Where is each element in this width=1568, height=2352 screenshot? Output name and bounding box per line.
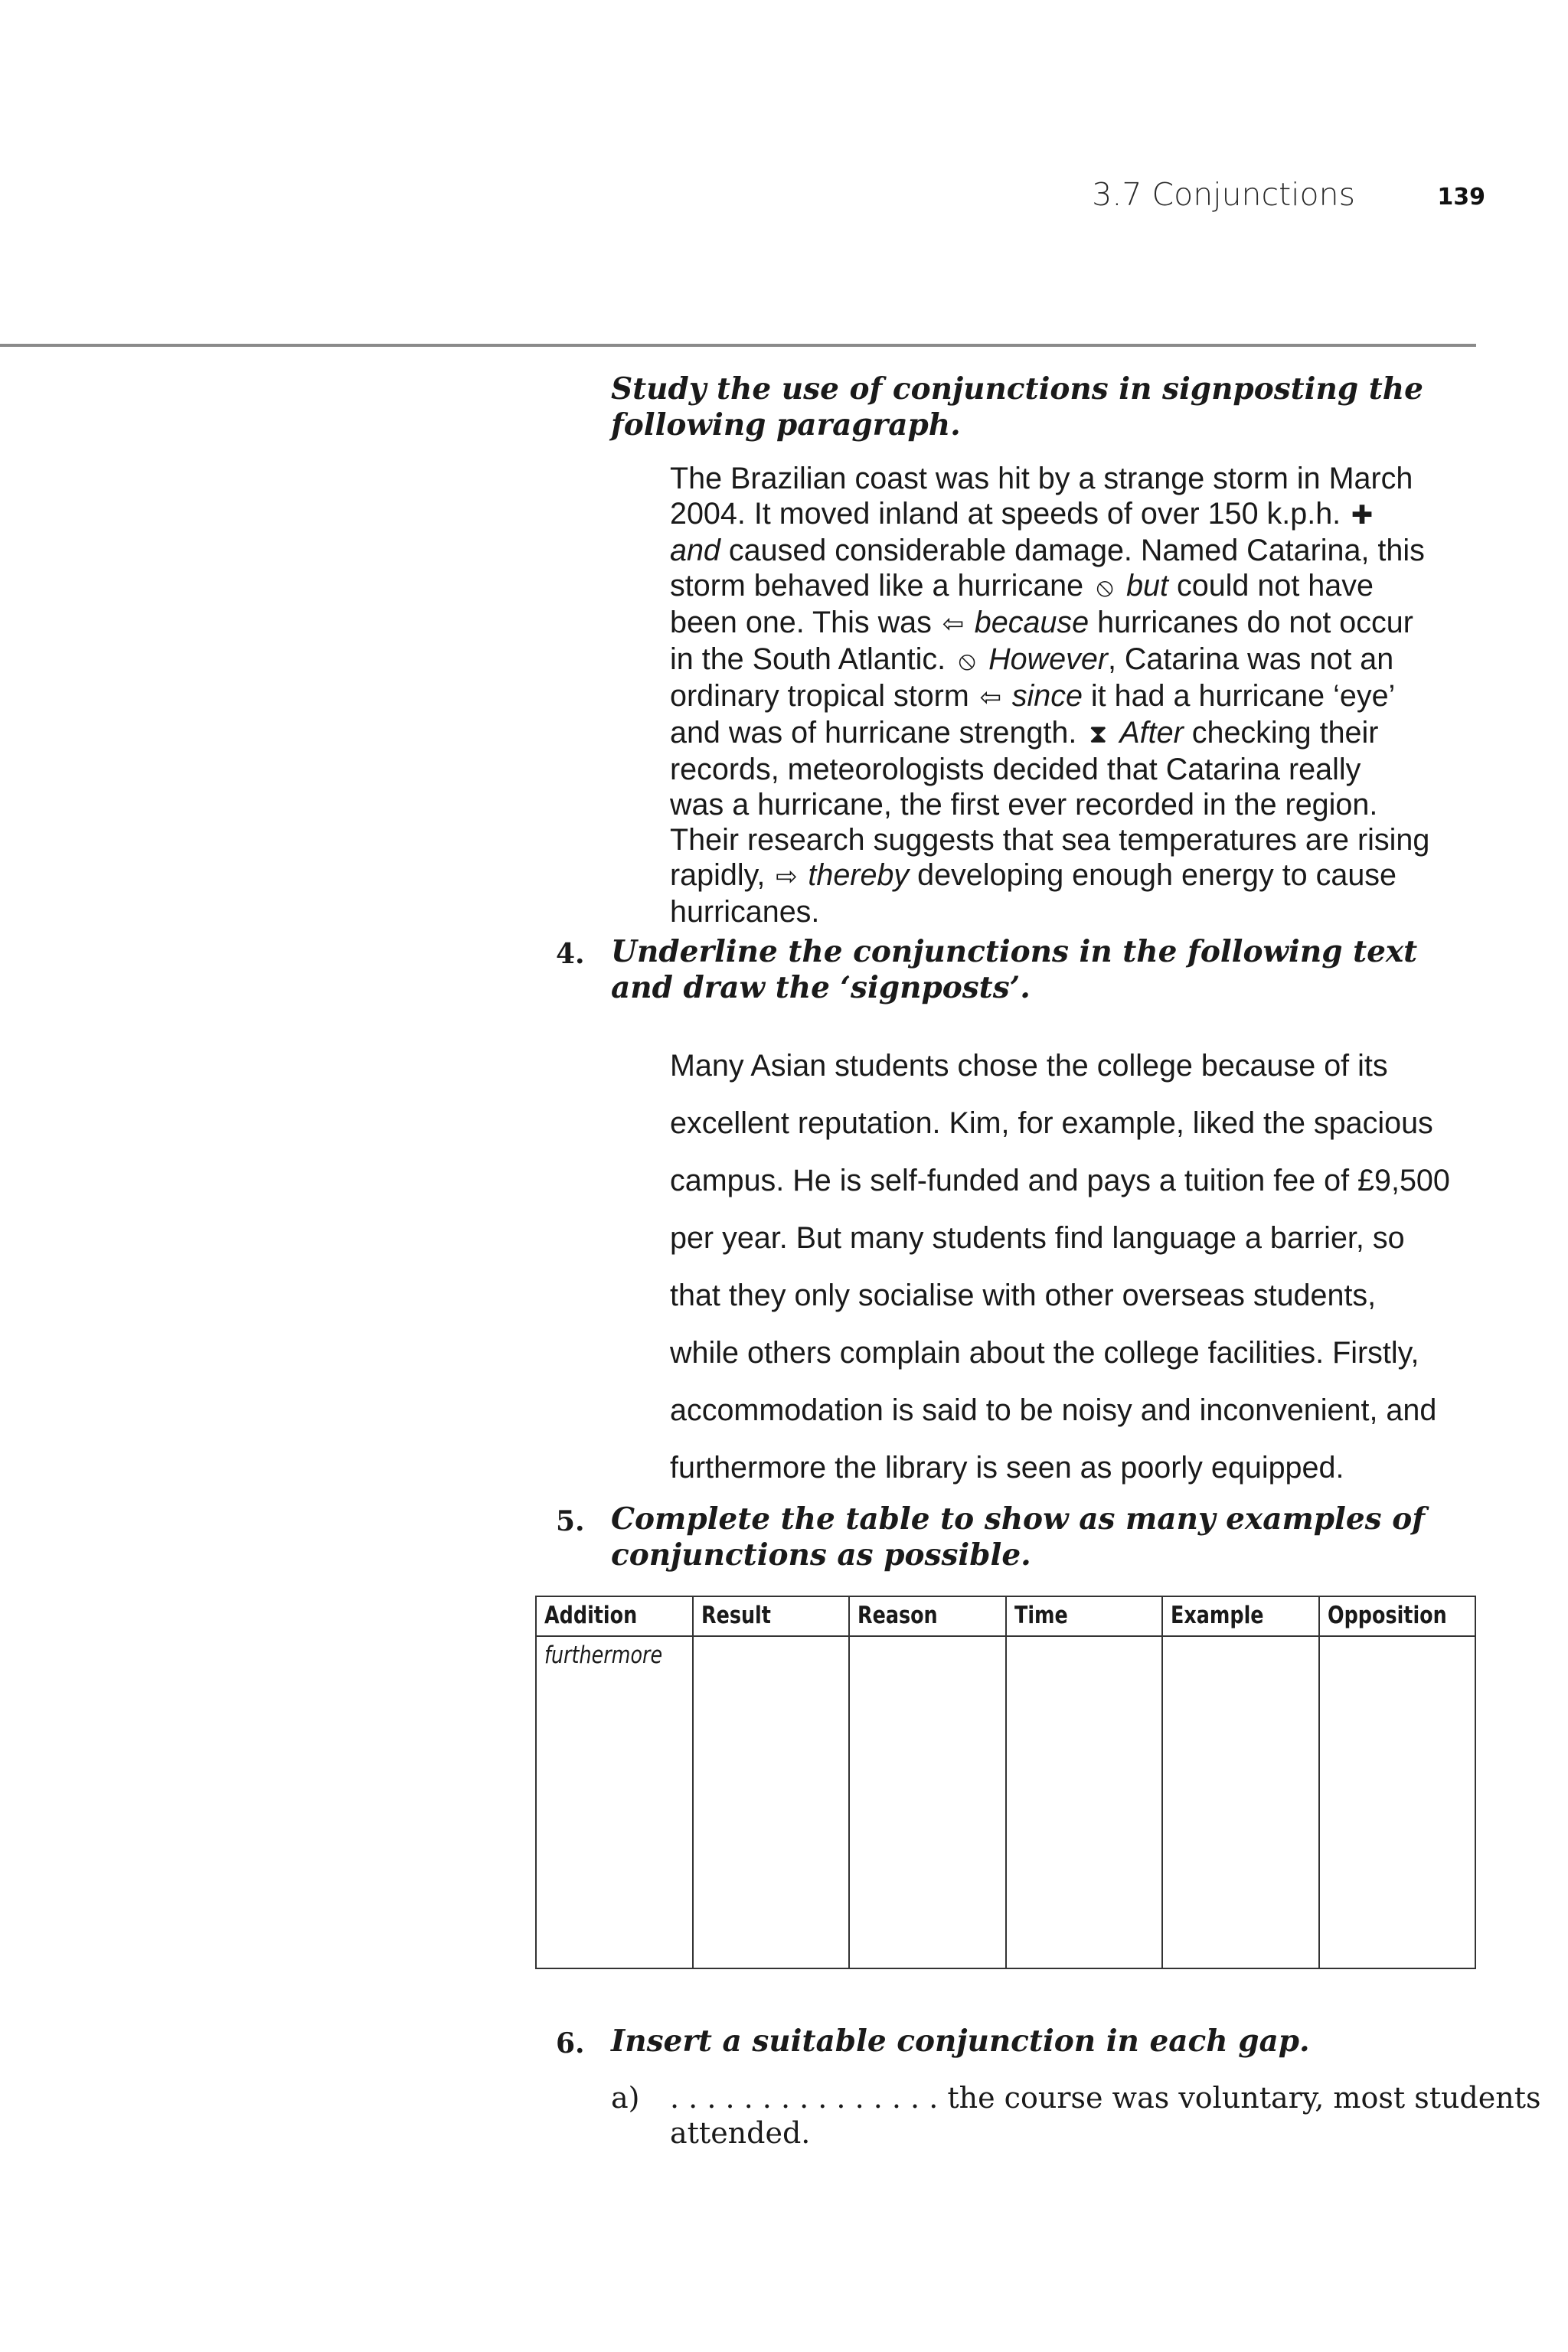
table-header-cell: Opposition (1319, 1596, 1476, 1636)
question-4-instruction: Underline the conjunctions in the following text and draw the ‘signposts’. (611, 934, 1418, 1005)
conjunction: and (670, 534, 720, 567)
paragraph-line: hurricanes. (670, 895, 820, 929)
gap-sentence-line: . . . . . . . . . . . . . . . the course was voluntary, most students (670, 2081, 1541, 2115)
paragraph-line: in the South Atlantic. ⦸ However, Catarina was not an (670, 642, 1481, 678)
page-number: 139 (1437, 184, 1485, 211)
table-cell (1319, 1636, 1476, 1968)
study-instruction: Study the use of conjunctions in signposting the following paragraph. (611, 371, 1423, 443)
paragraph-line: Their research suggests that sea temperatures are rising (670, 823, 1430, 857)
item-label: a) (611, 2081, 640, 2115)
conjunction: After (1119, 716, 1184, 750)
question-5-number: 5. (556, 1505, 585, 1537)
prohibition-icon: ⦸ (959, 645, 976, 676)
paragraph-line: campus. He is self-funded and pays a tuition fee of £9,500 (670, 1164, 1450, 1197)
paragraph-line: per year. But many students find language a barrier, so (670, 1221, 1405, 1255)
arrow-right-icon: ⇨ (776, 861, 798, 892)
paragraph-line: Many Asian students chose the college because of its (670, 1049, 1388, 1083)
signposted-paragraph (670, 461, 1481, 929)
table-cell (1162, 1636, 1319, 1968)
prohibition-icon: ⦸ (1096, 572, 1114, 603)
paragraph-line: and was of hurricane strength. ⧗ After checking their (670, 715, 1481, 752)
paragraph-line: while others complain about the college facilities. Firstly, (670, 1336, 1419, 1370)
conjunction: thereby (808, 858, 910, 892)
table-header-cell: Result (693, 1596, 850, 1636)
arrow-left-icon: ⇦ (979, 682, 1001, 713)
question-4-paragraph (670, 1037, 1489, 1497)
conjunctions-table (535, 1596, 1476, 1969)
table-row (536, 1636, 1475, 1968)
question-5-instruction: Complete the table to show as many examples of conjunctions as possible. (611, 1501, 1425, 1573)
header-rule (0, 344, 1476, 347)
conjunction: but (1126, 569, 1168, 603)
paragraph-line: was a hurricane, the first ever recorded in the region. (670, 788, 1378, 822)
question-4-number: 4. (556, 938, 585, 970)
table-header-cell: Addition (536, 1596, 693, 1636)
paragraph-line: 2004. It moved inland at speeds of over 150 k.p.h. ✚ (670, 496, 1481, 533)
gap-sentence-line: attended. (670, 2116, 811, 2150)
table-header-cell: Reason (849, 1596, 1006, 1636)
paragraph-line: furthermore the library is seen as poorly equipped. (670, 1451, 1344, 1485)
paragraph-line: excellent reputation. Kim, for example, liked the spacious (670, 1106, 1433, 1140)
table-header-cell: Time (1006, 1596, 1163, 1636)
paragraph-line: The Brazilian coast was hit by a strange storm in March (670, 462, 1413, 495)
table-header-row (536, 1596, 1475, 1636)
table-cell (693, 1636, 850, 1968)
conjunction: since (1011, 679, 1083, 713)
table-cell: furthermore (536, 1636, 693, 1968)
question-6-instruction: Insert a suitable conjunction in each gap. (611, 2024, 1310, 2059)
table-cell (849, 1636, 1006, 1968)
paragraph-line: ordinary tropical storm ⇦ since it had a hurricane ‘eye’ (670, 678, 1481, 715)
question-6-number: 6. (556, 2027, 585, 2060)
section-title: 3.7 Conjunctions (1092, 176, 1355, 213)
hourglass-icon: ⧗ (1089, 719, 1108, 750)
paragraph-line: records, meteorologists decided that Catarina really (670, 753, 1361, 786)
paragraph-line: accommodation is said to be noisy and inconvenient, and (670, 1393, 1437, 1427)
conjunction: However (988, 642, 1108, 676)
paragraph-line: storm behaved like a hurricane ⦸ but could not have (670, 568, 1481, 605)
conjunction: because (974, 606, 1089, 639)
table-cell (1006, 1636, 1163, 1968)
paragraph-line: rapidly, ⇨ thereby developing enough energy to cause (670, 858, 1481, 894)
paragraph-line: that they only socialise with other overseas students, (670, 1279, 1377, 1312)
paragraph-line: and caused considerable damage. Named Catarina, this (670, 534, 1425, 567)
paragraph-line: been one. This was ⇦ because hurricanes do not occur (670, 605, 1481, 642)
arrow-left-icon: ⇦ (942, 609, 965, 639)
table-header-cell: Example (1162, 1596, 1319, 1636)
plus-icon: ✚ (1351, 500, 1374, 531)
